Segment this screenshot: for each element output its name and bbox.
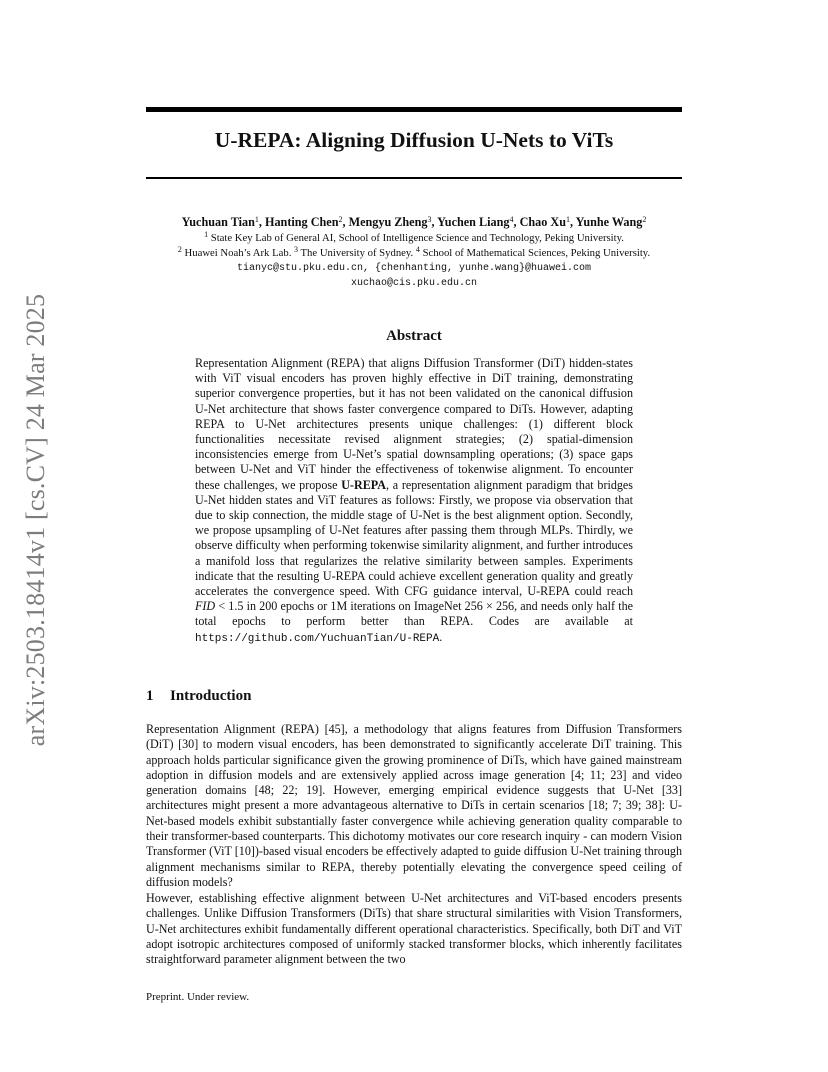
paper-title: U-REPA: Aligning Diffusion U-Nets to ViTs: [214, 128, 614, 152]
affil-number: 2: [177, 245, 182, 254]
author-block: [130, 214, 698, 291]
author-affil-mark: 4: [509, 215, 514, 224]
section-heading-introduction: [146, 688, 251, 705]
intro-paragraph-1: Representation Alignment (REPA) [45], a methodology that aligns features from Diffusion Transformers (DiT) [30] to modern visual encoders, has been demonstrated to significantly accelerate DiT training. This approach holds particular significance given the growing prominence of DiTs, which have gained mainstream adoption in diffusion models and are extensively applied across image generation [4; 11; 23] and video generation domains [48; 22; 19]. However, emerging empirical evidence suggests that U-Net [33] architectures might present a more advantageous alternative to DiTs in certain scenarios [18; 7; 39; 38]: U-Net-based models exhibit substantially faster convergence while achieving generation quality comparable to their transformer-based counterparts. This dichotomy motivates our core research inquiry - can modern Vision Transformer (ViT [10])-based visual encoders be effectively adapted to guide diffusion U-Net training through alignment mechanisms similar to REPA, thereby potentially elevating the convergence speed ceiling of diffusion models?: [146, 722, 682, 889]
affiliation-text: Huawei Noah’s Ark Lab.: [184, 247, 292, 259]
author-affil-mark: 2: [338, 215, 343, 224]
author-name: Chao Xu: [519, 215, 566, 229]
abstract-text: < 1.5 in 200 epochs or 1M iterations on ImageNet 256 × 256, and needs only half the total epochs to perform better than REPA. Codes are available at: [195, 599, 633, 629]
fid-math: FID: [195, 599, 216, 614]
page-footer: Preprint. Under review.: [146, 991, 250, 1003]
abstract-text: Representation Alignment (REPA) that aligns Diffusion Transformer (DiT) hidden-states with ViT visual encoders has proven highly effective in DiT training, demonstrating superior convergence properties, but it has not been validated on the canonical diffusion U-Net architecture that shows faster convergence compared to DiTs. However, adapting REPA to U-Net architectures presents unique challenges: (1) different block functionalities necessitate revised alignment strategies; (2) spatial-dimension inconsistencies emerge from U-Net’s spatial downsampling operations; (3) space gaps between U-Net and ViT hinder the effectiveness of tokenwise alignment. To encounter these challenges, we propose: [195, 356, 633, 492]
arxiv-identifier-stamp: arXiv:2503.18414v1 [cs.CV] 24 Mar 2025: [21, 293, 50, 747]
author-affil-mark: 1: [566, 215, 570, 224]
title-rule-bottom: [146, 177, 682, 179]
author-name: Mengyu Zheng: [348, 215, 428, 229]
code-url-link[interactable]: https://github.com/YuchuanTian/U-REPA: [195, 632, 440, 645]
author-affil-mark: 3: [427, 215, 432, 224]
abstract-heading: Abstract: [386, 328, 442, 344]
affil-number: 4: [415, 245, 420, 254]
section-title: Introduction: [170, 688, 252, 704]
affiliation-line-1: [130, 231, 698, 246]
affil-number: 1: [204, 230, 209, 239]
affiliation-text: School of Mathematical Sciences, Peking University.: [422, 247, 651, 259]
author-name: Yuchen Liang: [437, 215, 510, 229]
abstract-text: , a representation alignment paradigm that bridges U-Net hidden states and ViT features as follows: Firstly, we propose via observation that due to skip connection, the middle stage of U-Net is the best alignment option. Secondly, we propose upsampling of U-Net features after passing them through MLPs. Thirdly, we observe difficulty when performing tokenwise similarity alignment, and further introduces a manifold loss that regularizes the relative similarity between samples. Experiments indicate that the resulting U-REPA could achieve excellent generation quality and greatly accelerates the convergence speed. With CFG guidance interval, U-REPA could reach: [195, 477, 633, 599]
method-name: U-REPA: [341, 477, 386, 492]
email-line-1: tianyc@stu.pku.edu.cn, {chenhanting, yunhe.wang}@huawei.com: [236, 263, 592, 274]
author-affil-mark: 1: [254, 215, 259, 224]
affiliation-text: State Key Lab of General AI, School of Intelligence Science and Technology, Peking University.: [210, 232, 624, 244]
abstract-body: [195, 356, 633, 647]
affiliation-text: The University of Sydney.: [300, 247, 414, 259]
section-number: 1: [146, 688, 154, 704]
email-line-2: xuchao@cis.pku.edu.cn: [350, 278, 478, 289]
author-list: Yuchuan Tian$^1$, Hanting Chen$^2$, Mengyu Zheng$^3$, Yuchen Liang$^4$, Chao Xu$^1$, Yunhe Wang$^2$: [181, 215, 647, 229]
abstract-text: .: [439, 629, 443, 644]
intro-paragraph-2: However, establishing effective alignment between U-Net architectures and ViT-based encoders presents challenges. Unlike Diffusion Transformers (DiTs) that share structural similarities with Vision Transformers, U-Net architectures exhibit fundamentally different operational characteristics. Specifically, both DiT and ViT adopt isotropic architectures composed of uniformly stacked transformer blocks, which inherently facilitates straightforward parameter alignment between the two: [146, 891, 682, 967]
author-name: Hanting Chen: [264, 215, 339, 229]
author-name: Yunhe Wang: [575, 215, 643, 229]
affiliation-line-2: [130, 246, 698, 261]
title-rule-top: [146, 107, 682, 112]
author-affil-mark: 2: [642, 215, 647, 224]
author-name: Yuchuan Tian: [181, 215, 255, 229]
affil-number: 3: [294, 245, 299, 254]
